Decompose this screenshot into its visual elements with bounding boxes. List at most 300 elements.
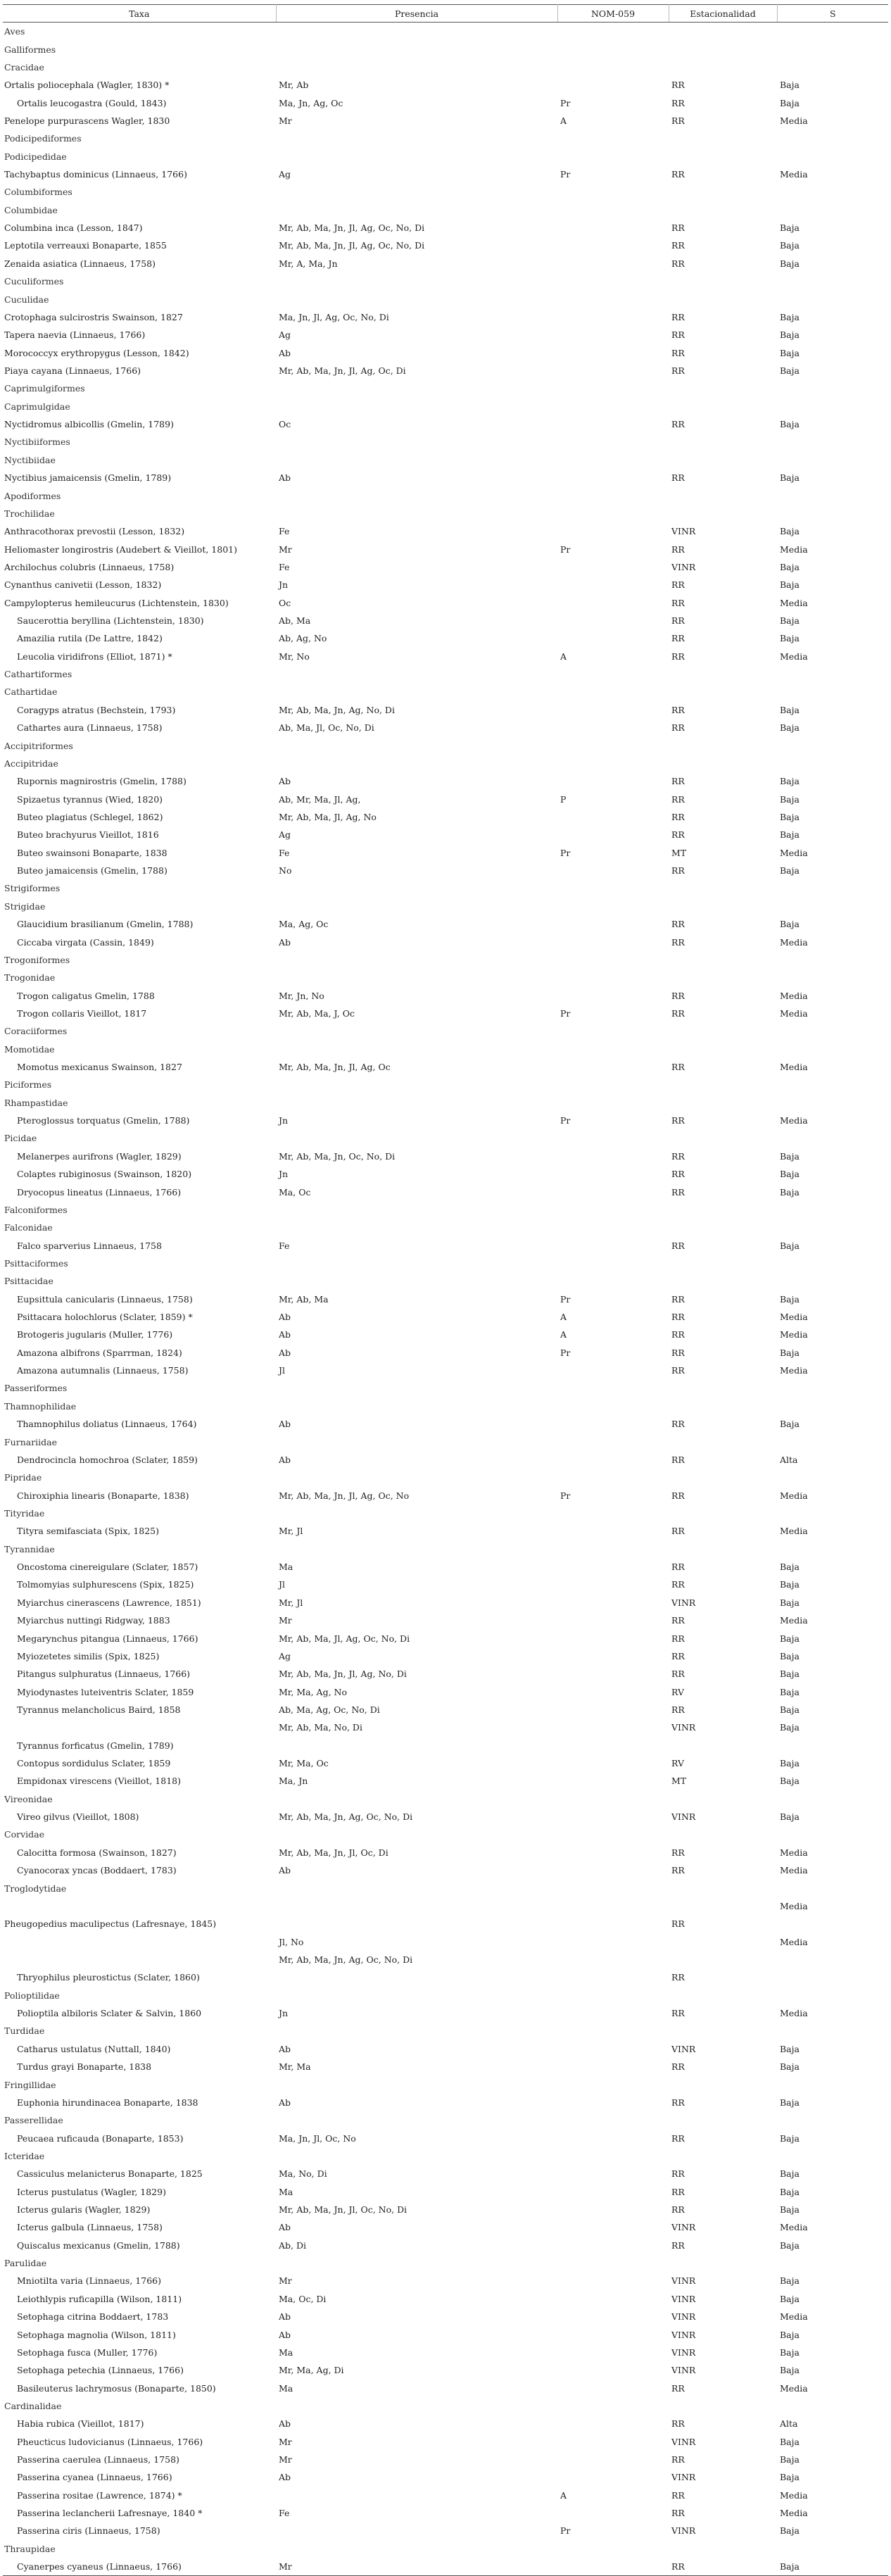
seasonality-cell: RR bbox=[671, 347, 685, 358]
taxon-group-row bbox=[3, 505, 888, 522]
sensitivity-cell: Baja bbox=[780, 919, 800, 930]
table-row bbox=[3, 648, 888, 665]
taxon-cell: Tapera naevia (Linnaeus, 1766) bbox=[4, 329, 146, 341]
seasonality-cell: RR bbox=[671, 1650, 685, 1661]
sensitivity-cell: Media bbox=[780, 1936, 808, 1947]
nom059-cell bbox=[557, 1379, 669, 1397]
sensitivity-cell bbox=[777, 1201, 888, 1219]
seasonality-cell: RR bbox=[671, 865, 685, 877]
taxon-cell: Icteridae bbox=[4, 2150, 45, 2161]
taxon-group-row bbox=[3, 1790, 888, 1808]
presence-cell bbox=[276, 40, 557, 58]
seasonality-cell: RR bbox=[671, 597, 685, 608]
taxon-group-row bbox=[3, 1469, 888, 1486]
presence-cell bbox=[276, 1879, 557, 1897]
taxon-cell: Leptotila verreauxi Bonaparte, 1855 bbox=[4, 240, 167, 251]
presence-cell: Ab, Ma, Ag, Oc, No, Di bbox=[279, 1704, 380, 1715]
nom059-cell bbox=[557, 2022, 669, 2040]
table-row bbox=[3, 1933, 888, 1950]
seasonality-cell: RR bbox=[671, 1704, 685, 1715]
taxon-group-row bbox=[3, 433, 888, 451]
taxon-cell: Colaptes rubiginosus (Swainson, 1820) bbox=[17, 1169, 192, 1180]
nom059-cell: A bbox=[560, 1312, 567, 1323]
sensitivity-cell bbox=[777, 183, 888, 201]
presence-cell: Ab bbox=[279, 347, 291, 358]
presence-cell: Ma, Ag, Oc bbox=[279, 919, 329, 930]
table-row bbox=[3, 1772, 888, 1790]
taxon-group-row bbox=[3, 40, 888, 58]
taxon-cell: Rupornis magnirostris (Gmelin, 1788) bbox=[17, 776, 187, 787]
taxon-cell: Glaucidium brasilianum (Gmelin, 1788) bbox=[17, 919, 194, 930]
seasonality-cell: RR bbox=[671, 2454, 685, 2465]
nom059-cell bbox=[557, 2290, 669, 2308]
nom059-cell bbox=[557, 415, 669, 433]
taxon-cell: Passerina leclancherii Lafresnaye, 1840 * bbox=[17, 2508, 203, 2519]
sensitivity-cell bbox=[777, 898, 888, 915]
presence-cell: Mr, Ab, Ma, Jn, Jl, Ag, Oc, No, Di bbox=[279, 222, 425, 234]
taxon-cell: Passerina cyanea (Linnaeus, 1766) bbox=[17, 2472, 172, 2483]
presence-cell bbox=[276, 2522, 557, 2539]
presence-cell: Ab bbox=[279, 2472, 291, 2483]
presence-cell: Ag bbox=[279, 1650, 291, 1661]
nom059-cell: A bbox=[560, 1329, 567, 1340]
taxon-cell: Pitangus sulphuratus (Linnaeus, 1766) bbox=[17, 1669, 191, 1680]
presence-cell: Ab bbox=[279, 936, 291, 948]
presence-cell: Ab bbox=[279, 472, 291, 484]
nom059-cell: Pr bbox=[560, 1347, 571, 1358]
presence-cell: Ab bbox=[279, 1347, 291, 1358]
sensitivity-cell bbox=[777, 2147, 888, 2165]
table-row bbox=[3, 1522, 888, 1540]
sensitivity-cell: Media bbox=[780, 1615, 808, 1626]
table-row bbox=[3, 2451, 888, 2468]
sensitivity-cell: Baja bbox=[780, 1811, 800, 1823]
taxon-cell: Myiarchus nuttingi Ridgway, 1883 bbox=[17, 1615, 170, 1626]
seasonality-cell: RR bbox=[671, 936, 685, 948]
seasonality-cell bbox=[669, 1094, 777, 1112]
taxon-group-row bbox=[3, 1826, 888, 1843]
taxon-group-row bbox=[3, 2147, 888, 2165]
nom059-cell bbox=[557, 308, 669, 326]
nom059-cell bbox=[557, 362, 669, 379]
presence-cell bbox=[276, 2487, 557, 2504]
seasonality-cell: RR bbox=[671, 1329, 685, 1340]
table-row bbox=[3, 2504, 888, 2522]
nom059-cell bbox=[557, 1772, 669, 1790]
table-row bbox=[3, 2201, 888, 2218]
nom059-cell bbox=[557, 2237, 669, 2254]
table-row bbox=[3, 2004, 888, 2022]
presence-cell: Fe bbox=[279, 526, 290, 537]
taxon-cell: Basileuterus lachrymosus (Bonaparte, 1850) bbox=[17, 2382, 216, 2394]
seasonality-cell bbox=[669, 1040, 777, 1057]
seasonality-cell bbox=[669, 2147, 777, 2165]
sensitivity-cell bbox=[777, 1915, 888, 1933]
seasonality-cell bbox=[669, 755, 777, 772]
taxon-cell: Passerina ciris (Linnaeus, 1758) bbox=[17, 2525, 160, 2537]
sensitivity-cell: Baja bbox=[780, 2293, 800, 2304]
taxon-group-row bbox=[3, 2111, 888, 2129]
taxon-cell: Setophaga magnolia (Wilson, 1811) bbox=[17, 2329, 176, 2340]
sensitivity-cell bbox=[777, 1094, 888, 1112]
nom059-cell bbox=[557, 1933, 669, 1950]
taxon-cell: Peucaea ruficauda (Bonaparte, 1853) bbox=[17, 2132, 184, 2144]
table-row bbox=[3, 1737, 888, 1754]
nom059-cell bbox=[557, 1165, 669, 1183]
sensitivity-cell bbox=[777, 1951, 888, 1968]
taxon-cell: Cynanthus canivetii (Lesson, 1832) bbox=[4, 579, 162, 591]
taxon-cell: Picidae bbox=[4, 1133, 37, 1144]
seasonality-cell: RR bbox=[671, 1007, 685, 1019]
table-row bbox=[3, 1308, 888, 1326]
presence-cell: Oc bbox=[279, 597, 291, 608]
presence-cell bbox=[276, 1915, 557, 1933]
sensitivity-cell: Baja bbox=[780, 704, 800, 715]
nom059-cell bbox=[557, 1076, 669, 1093]
table-row bbox=[3, 1112, 888, 1129]
taxon-cell: Cathartiformes bbox=[4, 669, 72, 680]
sensitivity-cell: Baja bbox=[780, 2204, 800, 2216]
taxon-group-row bbox=[3, 272, 888, 290]
taxon-cell: Galliformes bbox=[4, 44, 56, 55]
nom059-cell bbox=[557, 558, 669, 576]
nom059-cell bbox=[557, 772, 669, 790]
sensitivity-cell bbox=[777, 1076, 888, 1093]
presence-cell: Mr, Ab, Ma, Jn, Oc, No, Di bbox=[279, 1150, 396, 1162]
taxon-cell: Icterus gularis (Wagler, 1829) bbox=[17, 2204, 151, 2216]
seasonality-cell: RR bbox=[671, 258, 685, 269]
nom059-cell bbox=[557, 2058, 669, 2075]
sensitivity-cell: Baja bbox=[780, 2168, 800, 2180]
nom059-cell bbox=[557, 915, 669, 933]
presence-cell: No bbox=[279, 865, 292, 877]
nom059-cell bbox=[557, 1022, 669, 1040]
taxon-cell: Dryocopus lineatus (Linnaeus, 1766) bbox=[17, 1186, 182, 1198]
taxon-cell: Ortalis poliocephala (Wagler, 1830) * bbox=[4, 80, 170, 91]
nom059-cell bbox=[557, 612, 669, 629]
nom059-cell bbox=[557, 2004, 669, 2022]
taxon-cell: Cathartidae bbox=[4, 686, 58, 698]
presence-cell: Mr, Ma bbox=[279, 2061, 311, 2073]
presence-cell: Ma bbox=[279, 2382, 293, 2394]
nom059-cell bbox=[557, 2201, 669, 2218]
nom059-cell: P bbox=[560, 793, 567, 805]
presence-cell bbox=[276, 1022, 557, 1040]
presence-cell: Mr bbox=[279, 2454, 292, 2465]
seasonality-cell bbox=[669, 1219, 777, 1236]
sensitivity-cell: Media bbox=[780, 990, 808, 1001]
nom059-cell bbox=[557, 862, 669, 879]
sensitivity-cell bbox=[777, 1968, 888, 1986]
nom059-cell: Pr bbox=[560, 1490, 571, 1501]
sensitivity-cell bbox=[777, 451, 888, 469]
nom059-cell bbox=[557, 219, 669, 237]
presence-cell: Ma, Oc, Di bbox=[279, 2293, 327, 2304]
seasonality-cell: RR bbox=[671, 1562, 685, 1573]
presence-cell bbox=[276, 1272, 557, 1290]
presence-cell: Ag bbox=[279, 169, 291, 180]
table-row bbox=[3, 1629, 888, 1647]
presence-cell: Ag bbox=[279, 329, 291, 341]
taxon-cell: Polioptila albiloris Sclater & Salvin, 1860 bbox=[17, 2008, 202, 2019]
sensitivity-cell bbox=[777, 23, 888, 41]
seasonality-cell: VINR bbox=[671, 561, 696, 572]
taxon-cell: Tyrannus melancholicus Baird, 1858 bbox=[17, 1704, 181, 1715]
nom059-cell bbox=[557, 398, 669, 415]
sensitivity-cell: Baja bbox=[780, 1704, 800, 1715]
presence-cell: Ab, Ma, Jl, Oc, No, Di bbox=[279, 722, 374, 734]
sensitivity-cell: Baja bbox=[780, 1633, 800, 1644]
seasonality-cell bbox=[669, 1879, 777, 1897]
taxon-group-row bbox=[3, 1272, 888, 1290]
nom059-cell: Pr bbox=[560, 2525, 571, 2537]
taxon-cell: Passerina caerulea (Linnaeus, 1758) bbox=[17, 2454, 179, 2465]
nom059-cell: Pr bbox=[560, 1293, 571, 1305]
table-row bbox=[3, 1326, 888, 1343]
sensitivity-cell bbox=[777, 1022, 888, 1040]
taxon-cell: Heliomaster longirostris (Audebert & Vieillot, 1801) bbox=[4, 544, 237, 555]
sensitivity-cell bbox=[777, 665, 888, 683]
table-row bbox=[3, 2094, 888, 2111]
sensitivity-cell: Baja bbox=[780, 1597, 800, 1608]
sensitivity-cell bbox=[777, 1540, 888, 1558]
sensitivity-cell bbox=[777, 272, 888, 290]
nom059-cell bbox=[557, 1683, 669, 1700]
seasonality-cell bbox=[669, 1826, 777, 1843]
table-row bbox=[3, 1236, 888, 1254]
sensitivity-cell bbox=[777, 1504, 888, 1522]
taxon-cell: Pteroglossus torquatus (Gmelin, 1788) bbox=[17, 1115, 190, 1126]
presence-cell: Jl bbox=[279, 1365, 286, 1376]
presence-cell: Ab bbox=[279, 2329, 291, 2340]
seasonality-cell bbox=[669, 683, 777, 700]
presence-cell bbox=[276, 1433, 557, 1450]
taxon-group-row bbox=[3, 2075, 888, 2093]
taxon-cell: Piaya cayana (Linnaeus, 1766) bbox=[4, 365, 141, 376]
seasonality-cell: VINR bbox=[671, 526, 696, 537]
seasonality-cell bbox=[669, 1737, 777, 1754]
taxon-group-row bbox=[3, 1540, 888, 1558]
taxon-cell: Amazona albifrons (Sparrman, 1824) bbox=[17, 1347, 182, 1358]
table-row bbox=[3, 2218, 888, 2236]
sensitivity-cell bbox=[777, 1879, 888, 1897]
taxon-cell: Zenaida asiatica (Linnaeus, 1758) bbox=[4, 258, 156, 269]
nom059-cell bbox=[557, 2468, 669, 2486]
table-row bbox=[3, 612, 888, 629]
seasonality-cell bbox=[669, 486, 777, 504]
sensitivity-cell bbox=[777, 1826, 888, 1843]
seasonality-cell: VINR bbox=[671, 2222, 696, 2233]
sensitivity-cell: Baja bbox=[780, 633, 800, 644]
presence-cell: Mr, Ab, Ma, Jn, Jl, Ag, Oc bbox=[279, 1062, 391, 1073]
taxon-group-row bbox=[3, 2397, 888, 2415]
sensitivity-cell: Baja bbox=[780, 1150, 800, 1162]
sensitivity-cell bbox=[777, 1255, 888, 1272]
taxon-group-row bbox=[3, 683, 888, 700]
taxon-cell: Caprimulgidae bbox=[4, 401, 70, 412]
seasonality-cell bbox=[669, 1540, 777, 1558]
table-row bbox=[3, 308, 888, 326]
presence-cell: Mr bbox=[279, 115, 292, 126]
seasonality-cell: RR bbox=[671, 1150, 685, 1162]
table-row bbox=[3, 2040, 888, 2058]
table-row bbox=[3, 255, 888, 272]
presence-cell: Ab bbox=[279, 1865, 291, 1876]
table-row bbox=[3, 2433, 888, 2451]
taxon-cell bbox=[3, 1933, 276, 1950]
sensitivity-cell: Media bbox=[780, 2489, 808, 2501]
taxon-cell: Catharus ustulatus (Nuttall, 1840) bbox=[17, 2043, 171, 2054]
seasonality-cell: RR bbox=[671, 1847, 685, 1858]
seasonality-cell bbox=[669, 1076, 777, 1093]
presence-cell bbox=[276, 1255, 557, 1272]
nom059-cell bbox=[557, 2075, 669, 2093]
sensitivity-cell bbox=[777, 1129, 888, 1147]
nom059-cell bbox=[557, 1148, 669, 1165]
taxon-cell: Penelope purpurascens Wagler, 1830 bbox=[4, 115, 170, 126]
taxon-cell: Crotophaga sulcirostris Swainson, 1827 bbox=[4, 311, 183, 322]
taxon-cell: Piciformes bbox=[4, 1079, 52, 1091]
taxon-group-row bbox=[3, 1076, 888, 1093]
seasonality-cell: RV bbox=[671, 1686, 684, 1697]
taxon-cell: Apodiformes bbox=[4, 490, 61, 501]
sensitivity-cell: Baja bbox=[780, 240, 800, 251]
taxon-group-row bbox=[3, 58, 888, 76]
taxon-cell: Columbidae bbox=[4, 204, 58, 215]
table-row bbox=[3, 94, 888, 111]
nom059-cell bbox=[557, 1629, 669, 1647]
seasonality-cell: RR bbox=[671, 776, 685, 787]
table-row bbox=[3, 719, 888, 736]
table-row bbox=[3, 2182, 888, 2200]
sensitivity-cell: Baja bbox=[780, 365, 800, 376]
seasonality-cell: RR bbox=[671, 2382, 685, 2394]
table-row bbox=[3, 1808, 888, 1826]
taxon-cell: Trogon caligatus Gmelin, 1788 bbox=[17, 990, 155, 1001]
table-row bbox=[3, 1558, 888, 1576]
seasonality-cell: RR bbox=[671, 1454, 685, 1465]
nom059-cell bbox=[557, 76, 669, 94]
sensitivity-cell bbox=[777, 1433, 888, 1450]
seasonality-cell bbox=[669, 1504, 777, 1522]
nom059-cell: Pr bbox=[560, 847, 571, 858]
nom059-cell bbox=[557, 344, 669, 361]
sensitivity-cell bbox=[777, 2022, 888, 2040]
sensitivity-cell bbox=[777, 148, 888, 165]
taxon-cell: Podicipediformes bbox=[4, 133, 82, 144]
sensitivity-cell: Media bbox=[780, 1115, 808, 1126]
sensitivity-cell bbox=[777, 1790, 888, 1808]
table-row bbox=[3, 2487, 888, 2504]
taxon-cell: Vireo gilvus (Vieillot, 1808) bbox=[17, 1811, 139, 1823]
taxon-cell: Tityra semifasciata (Spix, 1825) bbox=[17, 1526, 160, 1537]
nom059-cell bbox=[557, 1719, 669, 1736]
presence-cell: Mr, Ab, Ma, Jn, Ag, Oc, No, Di bbox=[279, 1811, 413, 1823]
presence-cell: Ab bbox=[279, 2222, 291, 2233]
table-row bbox=[3, 1148, 888, 1165]
presence-cell bbox=[276, 2254, 557, 2272]
nom059-cell bbox=[557, 2272, 669, 2289]
nom059-cell bbox=[557, 1701, 669, 1719]
taxon-cell: Empidonax virescens (Vieillot, 1818) bbox=[17, 1776, 181, 1787]
table-row bbox=[3, 344, 888, 361]
taxon-cell: Ciccaba virgata (Cassin, 1849) bbox=[17, 936, 154, 948]
table-row bbox=[3, 1951, 888, 1968]
seasonality-cell: VINR bbox=[671, 1811, 696, 1823]
seasonality-cell: RR bbox=[671, 222, 685, 234]
presence-cell bbox=[276, 665, 557, 683]
seasonality-cell: VINR bbox=[671, 1722, 696, 1733]
table-row bbox=[3, 1362, 888, 1379]
presence-cell bbox=[276, 2540, 557, 2558]
sensitivity-cell bbox=[777, 2111, 888, 2129]
nom059-cell bbox=[557, 1183, 669, 1200]
sensitivity-cell: Media bbox=[780, 1312, 808, 1323]
taxon-cell: Leiothlypis ruficapilla (Wilson, 1811) bbox=[17, 2293, 182, 2304]
sensitivity-cell: Baja bbox=[780, 2329, 800, 2340]
sensitivity-cell: Media bbox=[780, 1365, 808, 1376]
seasonality-cell: RR bbox=[671, 240, 685, 251]
seasonality-cell bbox=[669, 1129, 777, 1147]
presence-cell bbox=[276, 2147, 557, 2165]
nom059-cell bbox=[557, 986, 669, 1004]
seasonality-cell bbox=[669, 433, 777, 451]
sensitivity-cell: Baja bbox=[780, 1650, 800, 1661]
taxon-cell: Polioptilidae bbox=[4, 1990, 60, 2001]
sensitivity-cell: Media bbox=[780, 1490, 808, 1501]
sensitivity-cell bbox=[777, 1040, 888, 1057]
taxon-group-row bbox=[3, 183, 888, 201]
seasonality-cell: MT bbox=[671, 1776, 687, 1787]
seasonality-cell: VINR bbox=[671, 2293, 696, 2304]
sensitivity-cell: Baja bbox=[780, 1758, 800, 1769]
seasonality-cell: RR bbox=[669, 2558, 777, 2576]
table-row bbox=[3, 2129, 888, 2147]
table-row bbox=[3, 790, 888, 808]
nom059-cell bbox=[557, 1129, 669, 1147]
table-row bbox=[3, 112, 888, 130]
nom059-cell bbox=[557, 1236, 669, 1254]
sensitivity-cell: Baja bbox=[780, 526, 800, 537]
nom059-cell bbox=[557, 1094, 669, 1112]
taxon-cell: Momotus mexicanus Swainson, 1827 bbox=[17, 1062, 182, 1073]
taxon-cell: Fringillidae bbox=[4, 2079, 56, 2090]
seasonality-cell: VINR bbox=[671, 2275, 696, 2287]
sensitivity-cell: Baja bbox=[780, 347, 800, 358]
table-row bbox=[3, 2272, 888, 2289]
seasonality-cell: RR bbox=[671, 990, 685, 1001]
taxon-cell: Falco sparverius Linnaeus, 1758 bbox=[17, 1240, 162, 1251]
presence-cell: Ma, No, Di bbox=[279, 2168, 327, 2180]
sensitivity-cell: Baja bbox=[780, 419, 800, 430]
seasonality-cell: RR bbox=[671, 2508, 685, 2519]
taxon-cell: Podicipedidae bbox=[4, 151, 67, 162]
taxon-cell: Melanerpes aurifrons (Wagler, 1829) bbox=[17, 1150, 182, 1162]
seasonality-cell: RR bbox=[671, 2008, 685, 2019]
seasonality-cell bbox=[669, 1933, 777, 1950]
nom059-cell bbox=[557, 1951, 669, 1968]
table-row bbox=[3, 76, 888, 94]
seasonality-cell: RR bbox=[671, 1240, 685, 1251]
seasonality-cell bbox=[669, 1951, 777, 1968]
taxon-cell: Strigiformes bbox=[4, 883, 61, 894]
nom059-cell bbox=[557, 933, 669, 950]
col-header-nom-059: NOM-059 bbox=[557, 5, 669, 23]
sensitivity-cell: Baja bbox=[780, 2043, 800, 2054]
presence-cell bbox=[276, 898, 557, 915]
table-row bbox=[3, 1665, 888, 1683]
nom059-cell bbox=[557, 2111, 669, 2129]
